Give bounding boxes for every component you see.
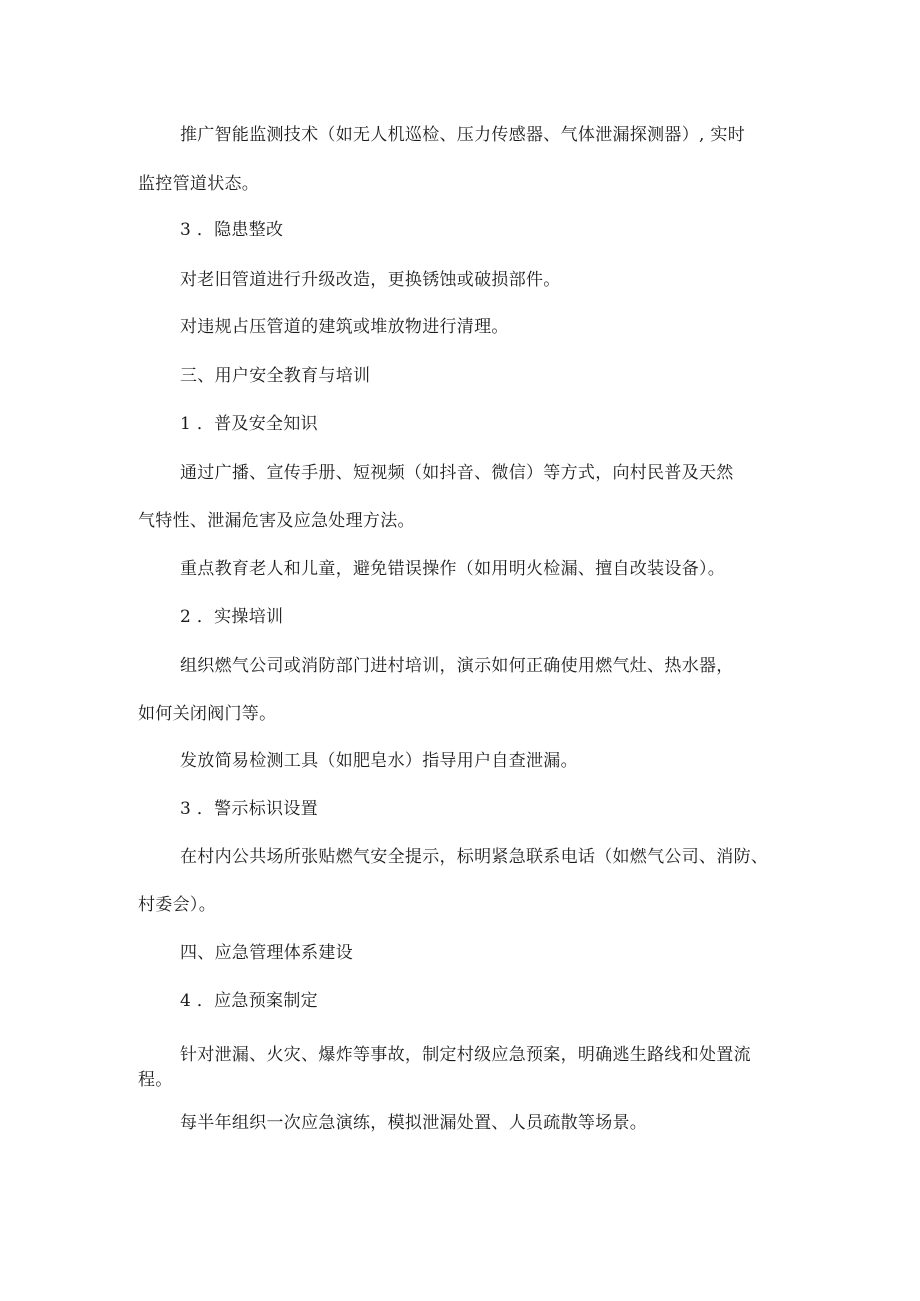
- subsection-heading: 2 ．实操培训: [180, 607, 284, 627]
- body-paragraph-line: 气特性、泄漏危害及应急处理方法。: [138, 511, 415, 531]
- body-paragraph-line: 组织燃气公司或消防部门进村培训，演示如何正确使用燃气灶、热水器，: [180, 656, 734, 676]
- body-paragraph-line: 通过广播、宣传手册、短视频（如抖音、微信）等方式，向村民普及天然: [180, 463, 734, 483]
- subsection-heading: 4 ．应急预案制定: [180, 991, 318, 1011]
- body-paragraph-line: 如何关闭阀门等。: [138, 704, 277, 724]
- section-heading: 三、用户安全教育与培训: [180, 366, 371, 386]
- subsection-heading: 3 ．隐患整改: [180, 220, 284, 240]
- body-paragraph-line: 程。: [138, 1070, 173, 1090]
- body-paragraph-line: 对老旧管道进行升级改造，更换锈蚀或破损部件。: [180, 270, 561, 290]
- body-paragraph-line: 推广智能监测技术（如无人机巡检、压力传感器、气体泄漏探测器）, 实时: [180, 125, 746, 145]
- section-heading: 四、应急管理体系建设: [180, 943, 353, 963]
- body-paragraph-line: 针对泄漏、火灾、爆炸等事故，制定村级应急预案，明确逃生路线和处置流: [180, 1045, 751, 1065]
- body-paragraph-line: 监控管道状态。: [138, 174, 260, 194]
- subsection-heading: 3 ．警示标识设置: [180, 799, 318, 819]
- body-paragraph-line: 在村内公共场所张贴燃气安全提示，标明紧急联系电话（如燃气公司、消防、: [180, 847, 769, 867]
- body-paragraph-line: 每半年组织一次应急演练，模拟泄漏处置、人员疏散等场景。: [180, 1113, 648, 1133]
- body-paragraph-line: 村委会）。: [138, 895, 216, 915]
- body-paragraph-line: 对违规占压管道的建筑或堆放物进行清理。: [180, 317, 509, 337]
- body-paragraph-line: 重点教育老人和儿童，避免错误操作（如用明火检漏、擅自改装设备）。: [180, 559, 726, 579]
- subsection-heading: 1 ．普及安全知识: [180, 414, 318, 434]
- body-paragraph-line: 发放简易检测工具（如肥皂水）指导用户自查泄漏。: [180, 751, 578, 771]
